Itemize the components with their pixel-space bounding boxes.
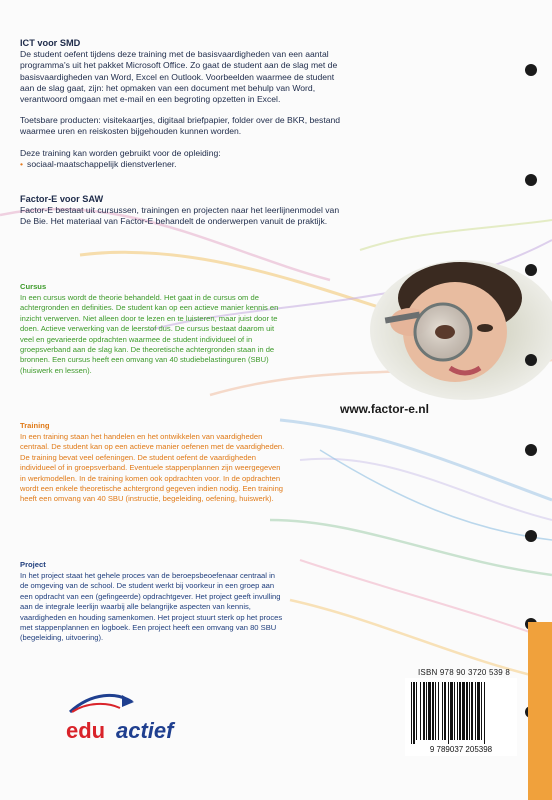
barcode-bar [438, 682, 439, 740]
child-magnifier-photo [355, 260, 552, 400]
barcode-bar [423, 682, 425, 740]
factor-text: Factor-E bestaat uit cursussen, trainingen en projecten naar het leerlijnenmodel van De Bie. Het materiaal van Factor-E behandelt de onderwerpen vanuit de praktijk. [20, 205, 340, 227]
project-text: In het project staat het gehele proces van de beroepsbeoefenaar centraal in de omgeving van de school. De student werkt bij voorkeur in een groep aan een opdracht van een (gefingeerde) opdrachtgever. Het project geeft invulling aan de integrale leerlijn waarbij alle belangrijke aspecten van kennis, vaardigheden en houding samenkomen. Het project stuurt sterk op het proces met stappenplannen en logboek. Een project heeft een omvang van 80 SBU (begeleiding, uitvoering). [20, 571, 283, 643]
cursus-heading: Cursus [20, 282, 47, 291]
binder-hole-icon [525, 174, 537, 186]
binder-hole-icon [525, 64, 537, 76]
intro-paragraph-2: Toetsbare producten: visitekaartjes, digitaal briefpapier, folder over de BKR, bestand waarmee uren en reiskosten bijgehouden kunnen worden. [20, 115, 341, 137]
binder-hole-icon [525, 264, 537, 276]
intro-paragraph-1: De student oefent tijdens deze training met de basisvaardigheden van een aantal programma's uit het pakket Microsoft Office. Zo gaat de student aan de slag met de basisvaardigheden van Word, Excel en Outlook. Voorbeelden waarmee de student aan de slag gaat, zijn: het opmaken van een document met behulp van Word, verantwoord omgaan met e-mail en een begroting opzetten in Excel. [20, 49, 338, 105]
barcode-bar [413, 682, 415, 744]
barcode-bar [420, 682, 421, 740]
logo-word-actief: actief [116, 718, 174, 743]
barcode-bar [469, 682, 470, 740]
binder-hole-icon [525, 530, 537, 542]
training-text: In een training staan het handelen en het ontwikkelen van vaardigheden centraal. De student kan op een actieve manier oefenen met de vaardigheden. De training bevat veel oefeningen. De student oefent de vaardigheden individueel of in groepsverband. Eventuele stappenplannen zijn weergegeven in werkmodellen. In de training komen ook opdrachten voor. In de opdrachten wordt een enkele theoretische achtergrond gegeven indien nodig. Een training heeft een omvang van 40 SBU (instructie, begeleiding, oefening, huiswerk). [20, 432, 285, 504]
binder-hole-icon [525, 354, 537, 366]
binder-hole-icon [525, 444, 537, 456]
training-heading: Training [20, 421, 50, 430]
orange-edge-tab [528, 622, 552, 800]
barcode-bar [448, 682, 449, 744]
intro-title: ICT voor SMD [20, 38, 81, 48]
barcode-bar [481, 682, 482, 740]
barcode-digits: 9 789037 205398 [429, 745, 493, 754]
barcode-bar [484, 682, 485, 744]
barcode-bar [466, 682, 468, 740]
intro-section [20, 38, 350, 170]
barcode-bar [450, 682, 453, 740]
barcode-bar [416, 682, 417, 740]
barcode-bar [411, 682, 412, 744]
barcode-bar [462, 682, 465, 740]
barcode-bar [475, 682, 476, 740]
barcode-bar [435, 682, 436, 740]
factor-section [20, 194, 350, 228]
barcode-bar [459, 682, 461, 740]
barcode-bar [432, 682, 434, 740]
factor-title: Factor-E voor SAW [20, 194, 104, 204]
cursus-text: In een cursus wordt de theorie behandeld. Het gaat in de cursus om de achtergronden en definities. De student kan op een actieve manier kennis en inzicht verwerven. Niet alleen door te lezen en te luisteren, maar juist door te doen. Actieve verwerking van de leerstof dus. De cursus bestaat daarom uit veel en gevarieerde opdrachten waarmee de student individueel of in groepsverband aan de slag kan. De theoretische achtergronden staan in de bronnen. Een cursus heeft een omvang van 40 studiebelastinguren (SBU) (huiswerk en lessen). [20, 293, 279, 375]
bullet-dot-icon: • [20, 158, 24, 169]
barcode-bar [426, 682, 427, 740]
website-url: www.factor-e.nl [340, 402, 429, 416]
barcode-bar [457, 682, 458, 740]
barcode-bar [477, 682, 480, 740]
logo-word-edu: edu [66, 718, 106, 743]
barcode-bar [428, 682, 431, 740]
intro-paragraph-3: Deze training kan worden gebruikt voor de opleiding: [20, 147, 221, 158]
intro-bullet-text: sociaal-maatschappelijk dienstverlener. [27, 158, 177, 169]
barcode-bar [444, 682, 446, 740]
barcode-icon [405, 678, 517, 756]
intro-bullet-item [20, 159, 350, 170]
barcode-bar [442, 682, 443, 740]
project-heading: Project [20, 560, 46, 569]
barcode-bar [471, 682, 473, 740]
eduactief-logo [62, 690, 192, 750]
isbn-number: ISBN 978 90 3720 539 8 [418, 668, 511, 677]
barcode-bar [454, 682, 455, 740]
